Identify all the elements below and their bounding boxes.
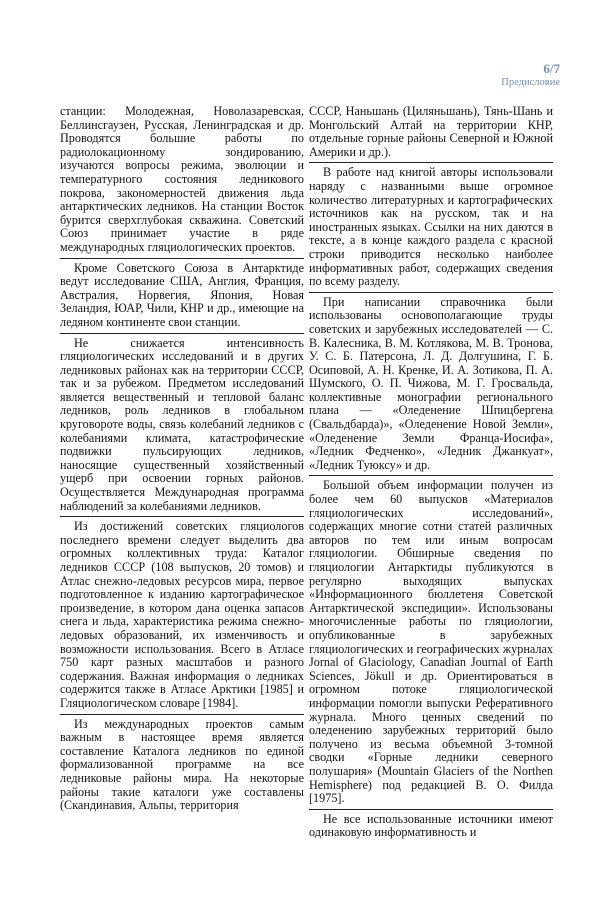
paragraph: Кроме Советского Союза в Антарктиде ведут исследование США, Англия, Франция, Австралия, Норвегия, Япония, Новая Зеландия, ЮАР, Чили, КНР и др., имеющие на ледяном континенте свои станции.: [60, 260, 304, 329]
paragraph-rule: [60, 714, 304, 715]
left-column: [60, 105, 304, 813]
paragraph: Большой объем информации получен из более чем 60 выпусков «Материалов гляциологических исследований», содержащих многие сотни статей различных авторов по тем или иным вопросам гляциологии. Обширные сведения по гляциологии Антарктиды публикуются в регулярно выходящих выпусках «Информационного бюллетеня Советской Антарктической экспедиции». Использованы многочисленные работы по гляциологии, опубликованные в зарубежных гляциологических и географических журналах Jornal of Glaciology, Canadian Journal of Earth Sciences, Jökull и др. Ориентироваться в огромном потоке гляциологической информации помогли выпуски Реферативного журнала. Много ценных сведений по оледенению зарубежных территорий было получено из весьма объемной 3-томной сводки «Горные ледники северного полушария» (Mountain Glaciers of the Northen Hemisphere) под редакцией В. О. Филда [1975].: [309, 478, 553, 806]
page-header: [501, 62, 560, 89]
paragraph-rule: [309, 809, 553, 810]
paragraph: Не все использованные источники имеют одинаковую информативность и: [309, 811, 553, 840]
paragraph-rule: [309, 292, 553, 293]
paragraph: Из международных проектов самым важным в настоящее время является составление Каталога ледников по единой формализованной программе на все ледниковые районы мира. На некоторые районы такие каталоги уже составлены (Скандинавия, Альпы, территория: [60, 716, 304, 813]
paragraph-rule: [60, 258, 304, 259]
paragraph: СССР, Наньшань (Циляньшань), Тянь-Шань и Монгольский Алтай на территории КНР, отдельные горные районы Северной и Южной Америки и др.).: [309, 104, 553, 159]
paragraph-rule: [309, 162, 553, 163]
paragraph: При написании справочника были использованы основополагающие труды советских и зарубежных исследователей — С. В. Калесника, В. М. Котлякова, М. В. Тронова, У. С. Б. Патерсона, Л. Д. Долгушина, Г. Б. Осиповой, А. Н. Кренке, И. А. Зотикова, П. А. Шумского, О. П. Чижова, М. Г. Гросвальда, коллективные монографии регионального плана — «Оледенение Шпицбергена (Свальдбарда)», «Оледенение Новой Земли», «Оледенение Земли Франца-Иосифа», «Ледник Федченко», «Ледник Джанкуат», «Ледник Туюксу» и др.: [309, 294, 553, 472]
paragraph: В работе над книгой авторы использовали наряду с названными выше огромное количество литературных и картографических источников как на русском, так и на иностранных языках. Ссылки на них даются в тексте, а в конце каждого раздела с красной строки приводится несколько наиболее информативных работ, содержащих сведения по всему разделу.: [309, 165, 553, 289]
paragraph-rule: [309, 475, 553, 476]
paragraph: станции: Молодежная, Новолазаревская, Беллинсгаузен, Русская, Ленинградская и др. Проводятся большие работы по радиолокационному зондированию, изучаются вопросы режима, эволюции и температурного состояния ледникового покрова, закономерностей движения льда антарктических ледников. На станции Восток бурится сверхглубокая скважина. Советский Союз принимает участие в ряде международных гляциологических проектов.: [60, 104, 304, 254]
page-number: 6/7: [543, 61, 560, 76]
paragraph: Из достижений советских гляциологов последнего времени следует выделить два огромных коллективных труда: Каталог ледников СССР (108 выпусков, 20 томов) и Атлас снежно-ледовых ресурсов мира, первое подготовленное к изданию картографическое произведение, в котором дана оценка запасов снега и льда, характеристика режима снежно-ледовых образований, их изменчивость и возможности использования. Всего в Атласе 750 карт разных масштабов и разного содержания. Важная информация о ледниках содержится также в Атласе Арктики [1985] и Гляциологическом словаре [1984].: [60, 519, 304, 710]
section-name: Предисловие: [501, 77, 560, 88]
paragraph-rule: [60, 516, 304, 517]
paragraph: Не снижается интенсивность гляциологических исследований и в других ледниковых районах как на территории СССР, так и за рубежом. Предметом исследований является вещественный и тепловой баланс ледников, роль ледников в глобальном круговороте воды, связь колебаний ледников с колебаниями климата, катастрофические подвижки пульсирующих ледников, наносящие существенный хозяйственный ущерб при освоении горных районов. Осуществляется Международная программа наблюдений за колебаниями ледников.: [60, 335, 304, 513]
right-column: [309, 105, 553, 840]
paragraph-rule: [60, 333, 304, 334]
